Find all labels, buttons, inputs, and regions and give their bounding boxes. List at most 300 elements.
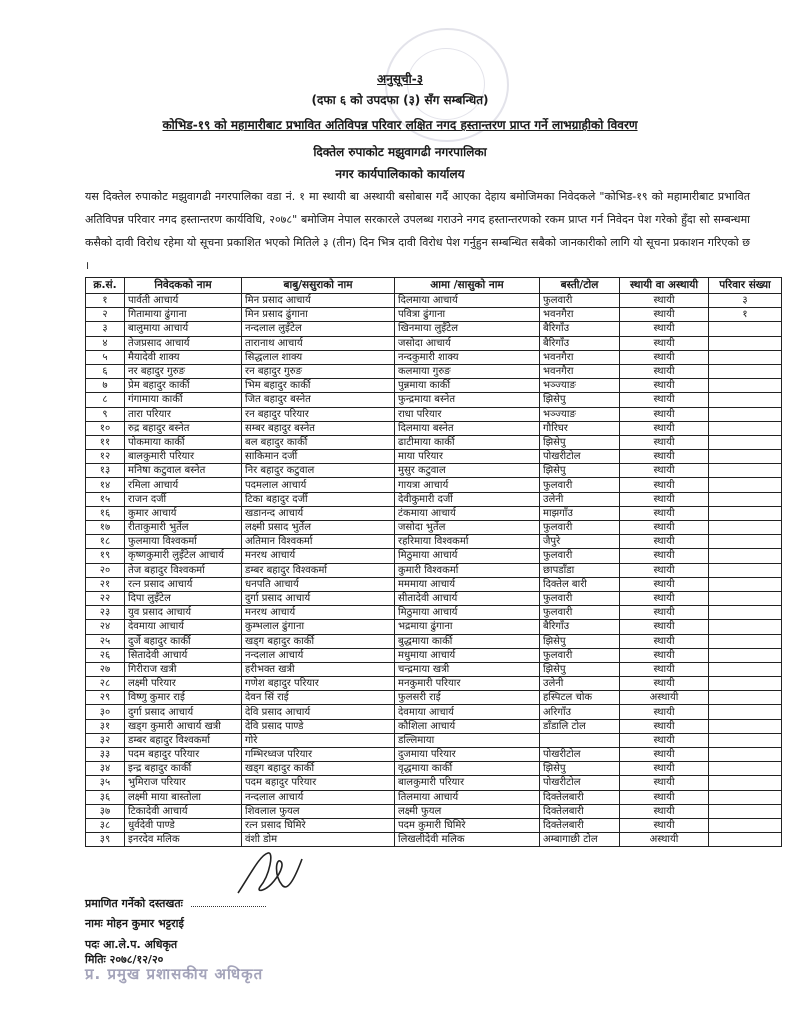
header-family-count: परिवार संख्या: [709, 278, 782, 294]
serial-cell: १४: [86, 478, 125, 492]
applicant-cell: तारा परियार: [125, 407, 242, 421]
serial-cell: २७: [86, 662, 125, 676]
table-row: [86, 591, 782, 605]
family-count-cell: [709, 478, 782, 492]
table-row: [86, 818, 782, 832]
residency-cell: स्थायी: [620, 294, 709, 308]
settlement-cell: पोखरीटोल: [540, 450, 620, 464]
applicant-cell: फुलमाया विश्वकर्मा: [125, 535, 242, 549]
family-count-cell: [709, 577, 782, 591]
settlement-cell: फुलवारी: [540, 606, 620, 620]
table-row: [86, 308, 782, 322]
table-row: [86, 719, 782, 733]
header-serial: क्र.सं.: [86, 278, 125, 294]
applicant-cell: बालुमाया आचार्य: [125, 322, 242, 336]
settlement-cell: भवनगैरा: [540, 308, 620, 322]
signature-dots: [191, 906, 266, 907]
serial-cell: ३५: [86, 776, 125, 790]
residency-cell: स्थायी: [620, 662, 709, 676]
mother-cell: मधुमाया आचार्य: [395, 648, 540, 662]
serial-cell: १२: [86, 450, 125, 464]
serial-cell: ३७: [86, 804, 125, 818]
father-cell: नन्दलाल आचार्य: [242, 790, 395, 804]
applicant-cell: धुर्वदेवी पाण्डे: [125, 818, 242, 832]
residency-cell: स्थायी: [620, 705, 709, 719]
applicant-cell: विष्णु कुमार राई: [125, 691, 242, 705]
serial-cell: १६: [86, 506, 125, 520]
father-cell: गणेश बहादुर परियार: [242, 677, 395, 691]
residency-cell: स्थायी: [620, 521, 709, 535]
father-cell: रन बहादुर परियार: [242, 407, 395, 421]
header-residency: स्थायी वा अस्थायी: [620, 278, 709, 294]
section-reference: (दफा ६ को उपदफा (३) सँग सम्बन्धित): [311, 93, 489, 107]
applicant-cell: मनिषा कटुवाल बस्नेत: [125, 464, 242, 478]
serial-cell: ३१: [86, 719, 125, 733]
table-row: [86, 464, 782, 478]
residency-cell: स्थायी: [620, 591, 709, 605]
residency-cell: स्थायी: [620, 421, 709, 435]
father-cell: हरीभक्त खत्री: [242, 662, 395, 676]
serial-cell: २४: [86, 620, 125, 634]
family-count-cell: [709, 591, 782, 605]
father-cell: गोरे: [242, 733, 395, 747]
office-name: नगर कार्यपालिकाको कार्यालय: [335, 167, 465, 181]
mother-cell: टंकमाया आचार्य: [395, 506, 540, 520]
father-cell: निर बहादुर कटुवाल: [242, 464, 395, 478]
applicant-cell: रमिला आचार्य: [125, 478, 242, 492]
mother-cell: लक्ष्मी फुयल: [395, 804, 540, 818]
serial-cell: १७: [86, 521, 125, 535]
father-cell: देवि प्रसाद पाण्डे: [242, 719, 395, 733]
family-count-cell: [709, 407, 782, 421]
table-row: [86, 776, 782, 790]
serial-cell: ४: [86, 336, 125, 350]
mother-cell: रहरिमाया विश्वकर्मा: [395, 535, 540, 549]
family-count-cell: [709, 691, 782, 705]
applicant-cell: डम्बर बहादुर विश्वकर्मा: [125, 733, 242, 747]
applicant-cell: दुर्गा प्रसाद आचार्य: [125, 705, 242, 719]
residency-cell: स्थायी: [620, 563, 709, 577]
applicant-cell: सितादेवी आचार्य: [125, 648, 242, 662]
settlement-cell: झिसेपु: [540, 762, 620, 776]
residency-cell: स्थायी: [620, 478, 709, 492]
table-row: [86, 804, 782, 818]
family-count-cell: [709, 364, 782, 378]
mother-cell: लिखलीदेवी मलिक: [395, 833, 540, 847]
table-row: [86, 421, 782, 435]
officer-stamp: प्र. प्रमुख प्रशासकीय अधिकृत: [85, 965, 264, 983]
serial-cell: ३२: [86, 733, 125, 747]
family-count-cell: [709, 719, 782, 733]
applicant-cell: गिरीराज खत्री: [125, 662, 242, 676]
family-count-cell: [709, 535, 782, 549]
serial-cell: २१: [86, 577, 125, 591]
mother-cell: राधा परियार: [395, 407, 540, 421]
family-count-cell: [709, 648, 782, 662]
applicant-cell: गितामाया ढुंगाना: [125, 308, 242, 322]
table-row: [86, 535, 782, 549]
father-cell: देवन सिं राई: [242, 691, 395, 705]
settlement-cell: दिक्तेल बारी: [540, 577, 620, 591]
family-count-cell: [709, 435, 782, 449]
serial-cell: १५: [86, 492, 125, 506]
certifier-name: नामः मोहन कुमार भट्टराई: [85, 917, 184, 930]
mother-cell: नन्दकुमारी शाक्य: [395, 350, 540, 364]
father-cell: कुम्भलाल ढुंगाना: [242, 620, 395, 634]
applicant-cell: युव प्रसाद आचार्य: [125, 606, 242, 620]
residency-cell: स्थायी: [620, 535, 709, 549]
table-row: [86, 790, 782, 804]
father-cell: लक्ष्मी प्रसाद भुर्तेल: [242, 521, 395, 535]
settlement-cell: भवनगैरा: [540, 364, 620, 378]
settlement-cell: फुलवारी: [540, 478, 620, 492]
family-count-cell: [709, 421, 782, 435]
mother-cell: जसोदा आचार्य: [395, 336, 540, 350]
serial-cell: ३: [86, 322, 125, 336]
settlement-cell: अम्बागाछी टोल: [540, 833, 620, 847]
table-row: [86, 705, 782, 719]
table-row: [86, 492, 782, 506]
table-row: [86, 549, 782, 563]
father-cell: रन बहादुर गुरुङ: [242, 364, 395, 378]
mother-cell: बालकुमारी परियार: [395, 776, 540, 790]
settlement-cell: झिसेपु: [540, 662, 620, 676]
settlement-cell: झिसेपु: [540, 435, 620, 449]
mother-cell: दिलमाया आचार्य: [395, 294, 540, 308]
table-row: [86, 350, 782, 364]
settlement-cell: अरिगाँउ: [540, 705, 620, 719]
mother-cell: मुसुर कटुवाल: [395, 464, 540, 478]
table-row: [86, 691, 782, 705]
residency-cell: स्थायी: [620, 308, 709, 322]
serial-cell: ८: [86, 393, 125, 407]
father-cell: मिन प्रसाद ढुंगाना: [242, 308, 395, 322]
settlement-cell: गौरिघर: [540, 421, 620, 435]
mother-cell: तिलमाया आचार्य: [395, 790, 540, 804]
serial-cell: २३: [86, 606, 125, 620]
header-settlement: बस्ती/टोल: [540, 278, 620, 294]
family-count-cell: [709, 748, 782, 762]
applicant-cell: लक्ष्मी परियार: [125, 677, 242, 691]
municipality-name: दिक्तेल रुपाकोट मझुवागढी नगरपालिका: [313, 145, 487, 159]
mother-cell: भद्रमाया ढुंगाना: [395, 620, 540, 634]
table-row: [86, 379, 782, 393]
serial-cell: १: [86, 294, 125, 308]
applicant-cell: बालकुमारी परियार: [125, 450, 242, 464]
father-cell: गम्भिरध्वज परियार: [242, 748, 395, 762]
serial-cell: १०: [86, 421, 125, 435]
family-count-cell: [709, 606, 782, 620]
certifier-signature-line: [85, 896, 266, 911]
family-count-cell: [709, 804, 782, 818]
residency-cell: स्थायी: [620, 748, 709, 762]
family-count-cell: [709, 492, 782, 506]
settlement-cell: छापडाँडा: [540, 563, 620, 577]
applicant-cell: रुद्र बहादुर बस्नेत: [125, 421, 242, 435]
mother-cell: ढाटीमाया कार्की: [395, 435, 540, 449]
father-cell: मिन प्रसाद आचार्य: [242, 294, 395, 308]
father-cell: डम्बर बहादुर विश्वकर्मा: [242, 563, 395, 577]
settlement-cell: भञ्ज्याङ: [540, 379, 620, 393]
father-cell: रत्न प्रसाद घिमिरे: [242, 818, 395, 832]
table-row: [86, 563, 782, 577]
serial-cell: २०: [86, 563, 125, 577]
settlement-cell: पोखरीटोल: [540, 748, 620, 762]
settlement-cell: फुलवारी: [540, 648, 620, 662]
serial-cell: ११: [86, 435, 125, 449]
serial-cell: ५: [86, 350, 125, 364]
mother-cell: कौशिला आचार्य: [395, 719, 540, 733]
table-row: [86, 634, 782, 648]
table-row: [86, 294, 782, 308]
family-count-cell: [709, 677, 782, 691]
family-count-cell: [709, 521, 782, 535]
serial-cell: ६: [86, 364, 125, 378]
applicant-cell: कुमार आचार्य: [125, 506, 242, 520]
settlement-cell: फुलवारी: [540, 521, 620, 535]
mother-cell: मिठुमाया आचार्य: [395, 549, 540, 563]
applicant-cell: दिपा लुइँटेल: [125, 591, 242, 605]
family-count-cell: [709, 620, 782, 634]
settlement-cell: फुलवारी: [540, 549, 620, 563]
applicant-cell: रत्न प्रसाद आचार्य: [125, 577, 242, 591]
document-title: कोभिड-१९ को महामारीबाट प्रभावित अतिविपन्न परिवार लक्षित नगद हस्तान्तरण प्राप्त गर्ने लाभग्राहीको विवरण: [162, 118, 638, 132]
settlement-cell: उलेनी: [540, 492, 620, 506]
serial-cell: २२: [86, 591, 125, 605]
family-count-cell: [709, 662, 782, 676]
notice-paragraph: यस दिक्तेल रुपाकोट मझुवागढी नगरपालिका वडा नं. १ मा स्थायी बा अस्थायी बसोबास गर्दै आएका देहाय बमोजिमका निवेदकले "कोभिड-१९ को महामारीबाट प्रभावित अतिविपन्न परिवार नगद हस्तान्तरण कार्यविधि, २०७८" बमोजिम नेपाल सरकारले उपलब्ध गराउने नगद हस्तान्तरणको रकम प्राप्त गर्न निवेदन पेश गरेको हुँदा सो सम्बन्धमा कसैको दावी विरोध रहेमा यो सूचना प्रकाशित भएको मितिले ३ (तीन) दिन भित्र दावी विरोध पेश गर्नुहुन सम्बन्धित सबैको जानकारीको लागि यो सूचना प्रकाशन गरिएको छ ।: [85, 190, 750, 272]
table-row: [86, 662, 782, 676]
settlement-cell: माझगाँउ: [540, 506, 620, 520]
table-row: [86, 762, 782, 776]
father-cell: देवि प्रसाद आचार्य: [242, 705, 395, 719]
table-row: [86, 364, 782, 378]
residency-cell: स्थायी: [620, 818, 709, 832]
table-row: [86, 478, 782, 492]
residency-cell: अस्थायी: [620, 833, 709, 847]
settlement-cell: फुलवारी: [540, 294, 620, 308]
mother-cell: जसोदा भुर्तेल: [395, 521, 540, 535]
residency-cell: स्थायी: [620, 336, 709, 350]
mother-cell: कुमारी विश्वकर्मा: [395, 563, 540, 577]
settlement-cell: जैपुरे: [540, 535, 620, 549]
family-count-cell: [709, 733, 782, 747]
residency-cell: स्थायी: [620, 620, 709, 634]
residency-cell: स्थायी: [620, 364, 709, 378]
settlement-cell: झिसेपु: [540, 634, 620, 648]
table-row: [86, 322, 782, 336]
settlement-cell: हस्पिटल चोक: [540, 691, 620, 705]
father-cell: वंशी डोम: [242, 833, 395, 847]
annex-heading: अनुसूची-३: [377, 72, 423, 86]
father-cell: नन्दलाल लुइँटेल: [242, 322, 395, 336]
table-row: [86, 748, 782, 762]
table-row: [86, 336, 782, 350]
family-count-cell: [709, 322, 782, 336]
family-count-cell: [709, 506, 782, 520]
mother-cell: बुद्धमाया कार्की: [395, 634, 540, 648]
settlement-cell: उलेनी: [540, 677, 620, 691]
residency-cell: स्थायी: [620, 350, 709, 364]
serial-cell: ७: [86, 379, 125, 393]
applicant-cell: इन्द्र बहादुर कार्की: [125, 762, 242, 776]
family-count-cell: [709, 563, 782, 577]
father-cell: अतिमान विश्वकर्मा: [242, 535, 395, 549]
father-cell: जित बहादुर बस्नेत: [242, 393, 395, 407]
mother-cell: कलमाया गुरुङ: [395, 364, 540, 378]
family-count-cell: [709, 336, 782, 350]
applicant-cell: लक्ष्मी माया बास्तोला: [125, 790, 242, 804]
applicant-cell: भुमिराज परियार: [125, 776, 242, 790]
applicant-cell: रीताकुमारी भुर्तेल: [125, 521, 242, 535]
residency-cell: स्थायी: [620, 790, 709, 804]
residency-cell: स्थायी: [620, 407, 709, 421]
mother-cell: देवीकुमारी दर्जी: [395, 492, 540, 506]
residency-cell: स्थायी: [620, 577, 709, 591]
serial-cell: ३४: [86, 762, 125, 776]
father-cell: धनपति आचार्य: [242, 577, 395, 591]
residency-cell: स्थायी: [620, 506, 709, 520]
residency-cell: स्थायी: [620, 549, 709, 563]
settlement-cell: बैरिगाँउ: [540, 322, 620, 336]
father-cell: नन्दलाल आचार्य: [242, 648, 395, 662]
father-cell: टिका बहादुर दर्जी: [242, 492, 395, 506]
family-count-cell: [709, 818, 782, 832]
family-count-cell: [709, 450, 782, 464]
applicant-cell: दुर्जे बहादुर कार्की: [125, 634, 242, 648]
residency-cell: स्थायी: [620, 393, 709, 407]
applicant-cell: पोकमाया कार्की: [125, 435, 242, 449]
residency-cell: स्थायी: [620, 804, 709, 818]
residency-cell: स्थायी: [620, 492, 709, 506]
father-cell: दुर्गा प्रसाद आचार्य: [242, 591, 395, 605]
settlement-cell: फुलवारी: [540, 591, 620, 605]
table-row: [86, 577, 782, 591]
family-count-cell: [709, 464, 782, 478]
mother-cell: मममाया आचार्य: [395, 577, 540, 591]
table-row: [86, 450, 782, 464]
residency-cell: स्थायी: [620, 776, 709, 790]
settlement-cell: झिसेपु: [540, 464, 620, 478]
serial-cell: ३३: [86, 748, 125, 762]
settlement-cell: भञ्ज्याङ: [540, 407, 620, 421]
serial-cell: १३: [86, 464, 125, 478]
beneficiary-table: [85, 277, 782, 847]
father-cell: पदमलाल आचार्य: [242, 478, 395, 492]
settlement-cell: डाँडालि टोल: [540, 719, 620, 733]
family-count-cell: [709, 393, 782, 407]
residency-cell: स्थायी: [620, 464, 709, 478]
table-row: [86, 833, 782, 847]
father-cell: खड्ग बहादुर कार्की: [242, 762, 395, 776]
applicant-cell: नर बहादुर गुरुङ: [125, 364, 242, 378]
header-father: बाबु/ससुराको नाम: [242, 278, 395, 294]
father-cell: बल बहादुर कार्की: [242, 435, 395, 449]
table-header-row: [86, 278, 782, 294]
family-count-cell: [709, 379, 782, 393]
mother-cell: खिनमाया लुइँटेल: [395, 322, 540, 336]
table-row: [86, 435, 782, 449]
serial-cell: २८: [86, 677, 125, 691]
applicant-cell: पदम बहादुर परियार: [125, 748, 242, 762]
family-count-cell: [709, 790, 782, 804]
applicant-cell: देवमाया आचार्य: [125, 620, 242, 634]
father-cell: पदम बहादुर परियार: [242, 776, 395, 790]
family-count-cell: १: [709, 308, 782, 322]
applicant-cell: इनरदेव मलिक: [125, 833, 242, 847]
applicant-cell: पार्वती आचार्य: [125, 294, 242, 308]
family-count-cell: ३: [709, 294, 782, 308]
table-body: [86, 294, 782, 847]
certification-date: मितिः २०७८/१२/२०: [85, 953, 164, 966]
mother-cell: देवमाया आचार्य: [395, 705, 540, 719]
mother-cell: पवित्रा ढुंगाना: [395, 308, 540, 322]
applicant-cell: मैयादेवी शाक्य: [125, 350, 242, 364]
father-cell: शिवलाल फुयल: [242, 804, 395, 818]
header-applicant: निवेदकको नाम: [125, 278, 242, 294]
table-row: [86, 606, 782, 620]
settlement-cell: दिक्तेलबारी: [540, 790, 620, 804]
mother-cell: सीतादेवी आचार्य: [395, 591, 540, 605]
residency-cell: स्थायी: [620, 322, 709, 336]
table-row: [86, 521, 782, 535]
applicant-cell: तेज बहादुर विश्वकर्मा: [125, 563, 242, 577]
residency-cell: स्थायी: [620, 379, 709, 393]
mother-cell: दिलमाया बस्नेत: [395, 421, 540, 435]
serial-cell: ९: [86, 407, 125, 421]
residency-cell: स्थायी: [620, 762, 709, 776]
table-row: [86, 648, 782, 662]
mother-cell: वृद्धमाया कार्की: [395, 762, 540, 776]
serial-cell: २५: [86, 634, 125, 648]
father-cell: सम्बर बहादुर बस्नेत: [242, 421, 395, 435]
residency-cell: अस्थायी: [620, 691, 709, 705]
table-row: [86, 620, 782, 634]
table-row: [86, 733, 782, 747]
applicant-cell: खड्ग कुमारी आचार्य खत्री: [125, 719, 242, 733]
residency-cell: स्थायी: [620, 677, 709, 691]
settlement-cell: दिक्तेलबारी: [540, 818, 620, 832]
residency-cell: स्थायी: [620, 450, 709, 464]
serial-cell: ३८: [86, 818, 125, 832]
settlement-cell: झिसेपु: [540, 393, 620, 407]
father-cell: तारानाथ आचार्य: [242, 336, 395, 350]
residency-cell: स्थायी: [620, 719, 709, 733]
father-cell: खड्ग बहादुर कार्की: [242, 634, 395, 648]
father-cell: खडानन्द आचार्य: [242, 506, 395, 520]
table-row: [86, 407, 782, 421]
certifier-post: पदः आ.ले.प. अधिकृत: [85, 938, 178, 951]
settlement-cell: [540, 733, 620, 747]
table-row: [86, 506, 782, 520]
family-count-cell: [709, 350, 782, 364]
applicant-cell: तेजप्रसाद आचार्य: [125, 336, 242, 350]
mother-cell: माया परियार: [395, 450, 540, 464]
mother-cell: चन्द्रमाया खत्री: [395, 662, 540, 676]
applicant-cell: गंगामाया कार्की: [125, 393, 242, 407]
family-count-cell: [709, 705, 782, 719]
mother-cell: गायत्रा आचार्य: [395, 478, 540, 492]
mother-cell: दुजमाया परियार: [395, 748, 540, 762]
residency-cell: स्थायी: [620, 606, 709, 620]
applicant-cell: प्रेम बहादुर कार्की: [125, 379, 242, 393]
header-mother: आमा /सासुको नाम: [395, 278, 540, 294]
family-count-cell: [709, 776, 782, 790]
mother-cell: मनकुमारी परियार: [395, 677, 540, 691]
mother-cell: मिठुमाया आचार्य: [395, 606, 540, 620]
residency-cell: स्थायी: [620, 435, 709, 449]
father-cell: मनरथ आचार्य: [242, 606, 395, 620]
